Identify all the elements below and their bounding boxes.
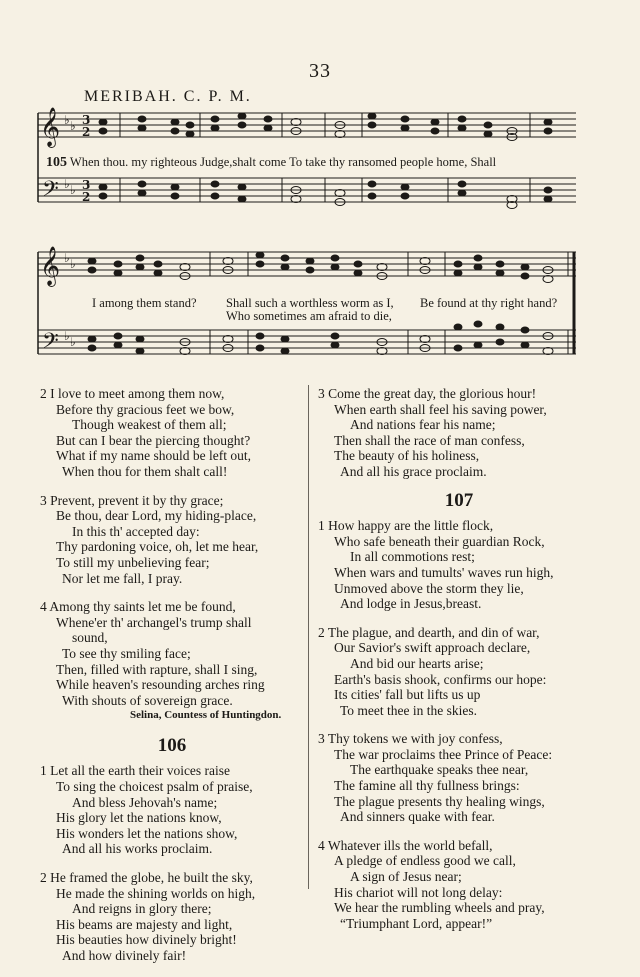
verse-line: His glory let the nations know, [56,810,222,826]
music-lyrics-line-2b: Shall such a worthless worm as I, [226,296,394,310]
verse-line: 3 Thy tokens we with joy confess, [318,731,503,747]
verse-line: 4 Among thy saints let me be found, [40,599,236,615]
stanza [40,599,304,708]
verse-line: And bid our hearts arise; [350,655,484,671]
verse-line: To see thy smiling face; [62,645,191,661]
verse-line: And nations fear his name; [350,417,496,433]
verse-line: In this th' accepted day: [72,523,200,539]
column-divider [308,385,309,889]
music-lyrics-line-2c: Who sometimes am afraid to die, [226,309,392,323]
verse-line: 2 He framed the globe, he built the sky, [40,870,253,886]
svg-text:♭: ♭ [70,257,76,271]
verse-line: Whene'er th' archangel's trump shall [56,614,252,630]
verse-line: Unmoved above the storm they lie, [334,580,524,596]
left-column [40,386,304,977]
stanza [318,518,600,612]
verse-line: The beauty of his holiness, [334,448,480,464]
verse-line: His beauties how divinely bright! [56,932,237,948]
verse-line: But can I bear the piercing thought? [56,432,251,448]
verse-line: 2 The plague, and dearth, and din of war, [318,624,540,640]
verse-line: 4 Whatever ills the world befall, [318,837,493,853]
verse-line: 2 I love to meet among them now, [40,386,225,401]
verse-line: Then, filled with rapture, shall I sing, [56,661,258,677]
hymn-attribution: Selina, Countess of Huntingdon. [130,709,282,722]
stanza [40,870,304,964]
stanza [40,763,304,857]
verse-line: And how divinely fair! [62,948,187,963]
svg-text:♭: ♭ [70,183,76,197]
verse-line: The earthquake speaks thee near, [350,762,529,778]
stanza [318,731,600,825]
verse-line: 1 Let all the earth their voices raise [40,763,231,779]
music-lyrics-line-1 [46,155,496,171]
bass-clef-icon: 𝄢 [42,329,59,359]
stanza [40,386,304,480]
staff-bass-1 [38,178,576,202]
staff-treble-1 [38,113,576,137]
hymn-number-heading: 106 [157,734,187,756]
svg-text:♭: ♭ [64,113,70,127]
stanza [40,493,304,587]
verse-line: His chariot will not long delay: [334,884,503,900]
right-column [318,386,600,944]
svg-text:2: 2 [82,190,91,204]
svg-text:2: 2 [82,125,91,139]
verse-line: When earth shall feel his saving power, [334,401,547,417]
verse-line: 3 Prevent, prevent it by thy grace; [40,492,224,508]
verse-line: Then shall the race of man confess, [334,432,525,448]
verse-line: What if my name should be left out, [56,448,251,464]
stanza [318,625,600,719]
svg-text:♭: ♭ [64,177,70,191]
lyrics-text: When thou. my righteous Judge,shalt come To take thy ransomed people home, Shall [69,155,497,169]
verse-line: To still my unbelieving fear; [56,554,210,570]
verse-line: And reigns in glory there; [72,901,212,917]
hymn-number-heading: 107 [444,489,474,511]
verse-line: The plague presents thy healing wings, [334,793,545,809]
stanza [318,838,600,932]
verse-line: Who safe beneath their guardian Rock, [334,533,545,549]
verse-line: With shouts of sovereign grace. [62,692,233,708]
verse-line: Earth's basis shook, confirms our hope: [334,671,547,687]
verse-line: 3 Come the great day, the glorious hour! [318,386,537,401]
verse-line: His beams are majesty and light, [56,916,233,932]
svg-text:♭: ♭ [70,335,76,349]
verse-line: While heaven's resounding arches ring [56,677,265,693]
verse-line: 1 How happy are the little flock, [318,518,494,534]
verse-line: And lodge in Jesus,breast. [340,596,482,612]
tune-title: MERIBAH. C. P. M. [84,88,252,105]
treble-clef-icon: 𝄞 [40,107,61,147]
verse-line: The famine all thy fullness brings: [334,778,520,794]
verse-line: Be thou, dear Lord, my hiding-place, [56,508,257,524]
verse-line: Thy pardoning voice, oh, let me hear, [56,539,259,555]
verse-line: We hear the rumbling wheels and pray, [334,900,545,916]
verse-line: And all his works proclaim. [62,841,213,857]
verse-line: He made the shining worlds on high, [56,885,256,901]
svg-text:♭: ♭ [70,119,76,133]
verse-line: sound, [72,630,108,646]
verse-line: Nor let me fall, I pray. [62,570,183,586]
hymn-number-inline: 105 [46,155,67,170]
verse-line: Its cities' fall but lifts us up [334,687,481,703]
music-lyrics-line-2a: I among them stand? [92,296,197,310]
bass-clef-icon: 𝄢 [42,177,59,207]
svg-text:3: 3 [82,113,91,127]
verse-line: When wars and tumults' waves run high, [334,564,554,580]
verse-line: To sing the choicest psalm of praise, [56,779,253,795]
verse-line: Before thy gracious feet we bow, [56,401,235,417]
verse-line: His wonders let the nations show, [56,825,238,841]
verse-line: And all his grace proclaim. [340,463,487,479]
verse-line: In all commotions rest; [350,549,475,565]
verse-line: And sinners quake with fear. [340,809,495,825]
verse-line: And bless Jehovah's name; [72,794,218,810]
verse-line: The war proclaims thee Prince of Peace: [334,746,553,762]
verse-line: A pledge of endless good we call, [334,853,516,869]
verse-line: When thou for them shalt call! [62,463,228,479]
svg-text:3: 3 [82,178,91,192]
verse-line: A sign of Jesus near; [350,869,462,885]
page-number: 33 [309,60,331,82]
treble-clef-icon: 𝄞 [40,246,61,286]
verse-line: “Triumphant Lord, appear!” [340,915,493,931]
music-lyrics-line-2d: Be found at thy right hand? [420,296,558,310]
verse-line: Though weakest of them all; [72,417,227,433]
svg-text:♭: ♭ [64,251,70,265]
stanza [318,386,600,480]
verse-line: Our Savior's swift approach declare, [334,640,531,656]
svg-text:♭: ♭ [64,329,70,343]
verse-line: To meet thee in the skies. [340,702,478,718]
